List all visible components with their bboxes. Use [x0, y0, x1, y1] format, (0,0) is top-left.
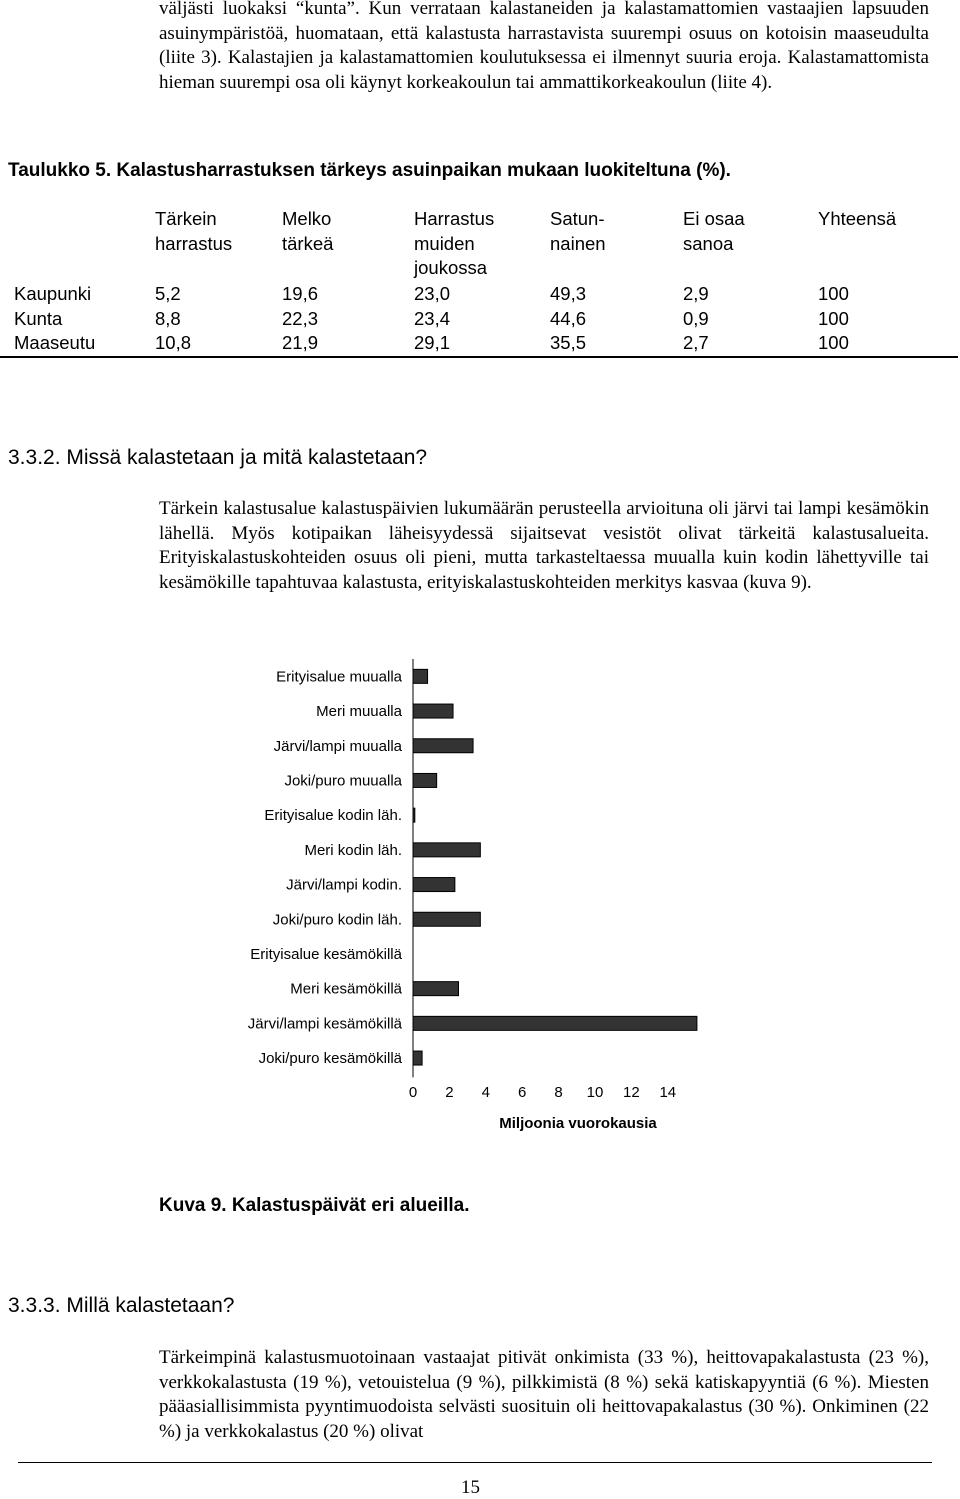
table-header [550, 207, 606, 256]
table-header-line: Tärkein [155, 208, 217, 229]
table-cell: 2,7 [683, 332, 709, 353]
x-axis-label: Miljoonia vuorokausia [499, 1115, 657, 1132]
table-header-line: harrastus [155, 232, 233, 254]
bar [413, 1051, 422, 1065]
x-tick-label: 0 [408, 1084, 418, 1101]
category-label: Meri kesämökillä [290, 980, 402, 998]
section-paragraph: Tärkein kalastusalue kalastuspäivien lukumäärän perusteella arvioituna oli järvi tai lampi kesämökin lähellä. Myös kotipaikan läheisyydessä sijaitsevat vesistöt olivat tärkeitä kalastusalueita. Erityiskalastuskohteiden osuus oli pieni, mutta tarkasteltaessa muualla kuin kodin lähettyville tai kesämökille tapahtuvaa kalastusta, erityiskalastuskohteiden merkitys kasvaa (kuva 9). [159, 498, 929, 593]
table-cell: 19,6 [282, 283, 319, 304]
table-header-line: Melko [282, 208, 332, 229]
table-header-line: sanoa [683, 232, 734, 254]
table-caption: Taulukko 5. Kalastusharrastuksen tärkeys asuinpaikan mukaan luokiteltuna (%). [8, 160, 731, 181]
category-label: Järvi/lampi kodin. [286, 876, 402, 894]
bar [413, 739, 473, 753]
table-header-line: muiden [414, 232, 475, 254]
table-header-line: Ei osaa [683, 208, 745, 229]
category-label: Joki/puro kodin läh. [272, 911, 402, 929]
bar [413, 912, 480, 926]
x-tick-label: 12 [623, 1084, 640, 1101]
bar [413, 982, 459, 996]
category-label: Meri kodin läh. [304, 841, 402, 859]
table-cell: 49,3 [550, 283, 587, 304]
bar [413, 878, 455, 892]
table-header-line: Yhteensä [818, 208, 897, 229]
table-header [683, 207, 745, 256]
table-header-line: joukossa [414, 257, 488, 278]
x-tick-label: 10 [586, 1084, 604, 1101]
category-label: Joki/puro muualla [284, 772, 402, 790]
category-label: Järvi/lampi muualla [273, 737, 402, 755]
section-heading: 3.3.3. Millä kalastetaan? [8, 1294, 235, 1317]
table-header [282, 207, 333, 256]
bar [413, 843, 480, 857]
category-label: Joki/puro kesämökillä [258, 1050, 402, 1068]
x-tick-label: 6 [518, 1084, 527, 1101]
table-header [414, 207, 494, 281]
table-cell: 10,8 [155, 332, 192, 353]
category-label: Erityisalue kesämökillä [250, 945, 402, 963]
intro-paragraph: väljästi luokaksi “kunta”. Kun verrataan kalastaneiden ja kalastamattomien vastaajien lapsuuden asuinympäristöä, huomataan, että kalastusta harrastavista suurempi osuus on kotoisin maaseudulta (liite 3). Kalastajien ja kalastamattomien koulutuksessa ei ilmennyt suuria eroja. Kalastamattomista hieman suurempi osa oli käynyt korkeakoulun tai ammattikorkeakoulun (liite 4). [159, 0, 929, 93]
section-heading: 3.3.2. Missä kalastetaan ja mitä kalastetaan? [8, 446, 428, 469]
x-tick-label: 14 [659, 1084, 677, 1101]
table-cell: 23,0 [414, 283, 451, 304]
figure-caption: Kuva 9. Kalastuspäivät eri alueilla. [159, 1195, 470, 1216]
table-header-line: Satun- [550, 208, 605, 229]
table-cell: 29,1 [414, 332, 451, 353]
table-cell: 100 [818, 308, 849, 329]
table-row-label: Kunta [14, 308, 63, 329]
table-cell: 23,4 [414, 308, 451, 329]
table-header [155, 207, 232, 256]
data-table [0, 207, 958, 358]
table-header-line: tärkeä [282, 232, 334, 254]
footer-divider [18, 1462, 932, 1463]
page-number: 15 [461, 1477, 480, 1498]
bar [413, 773, 437, 787]
x-tick-label: 8 [554, 1084, 563, 1101]
fishing-days-chart [0, 645, 960, 1145]
table-cell: 100 [818, 283, 849, 304]
table-cell: 0,9 [683, 308, 709, 329]
table-header-line: Harrastus [414, 208, 495, 229]
table-cell: 2,9 [683, 283, 709, 304]
table-row-label: Kaupunki [14, 283, 92, 304]
bar [413, 1016, 697, 1030]
table-cell: 8,8 [155, 308, 181, 329]
table-row-label: Maaseutu [14, 332, 96, 353]
table-cell: 100 [818, 332, 849, 353]
x-tick-label: 4 [481, 1084, 490, 1101]
table-cell: 35,5 [550, 332, 587, 353]
category-label: Erityisalue muualla [276, 668, 402, 686]
table-header-line: nainen [550, 232, 606, 254]
category-label: Järvi/lampi kesämökillä [247, 1015, 402, 1033]
section-paragraph: Tärkeimpinä kalastusmuotoinaan vastaajat pitivät onkimista (33 %), heittovapakalastusta (23 %), verkkokalastusta (19 %), vetouistelua (9 %), pilkkimistä (8 %) sekä katiskapyyntiä (6 %). Miesten pääasiallisimmista pyyntimuodoista selvästi suosituin oli heittovapakalastus (30 %). Onkiminen (22 %) ja verkkokalastus (20 %) olivat [159, 1347, 929, 1442]
bar [413, 669, 428, 683]
table-cell: 22,3 [282, 308, 319, 329]
table-cell: 5,2 [155, 283, 181, 304]
table-cell: 21,9 [282, 332, 319, 353]
category-label: Meri muualla [316, 703, 402, 721]
table-cell: 44,6 [550, 308, 587, 329]
table-header [818, 207, 896, 232]
bar [413, 808, 415, 822]
category-label: Erityisalue kodin läh. [264, 807, 402, 825]
bar [413, 704, 453, 718]
x-tick-label: 2 [445, 1084, 454, 1101]
